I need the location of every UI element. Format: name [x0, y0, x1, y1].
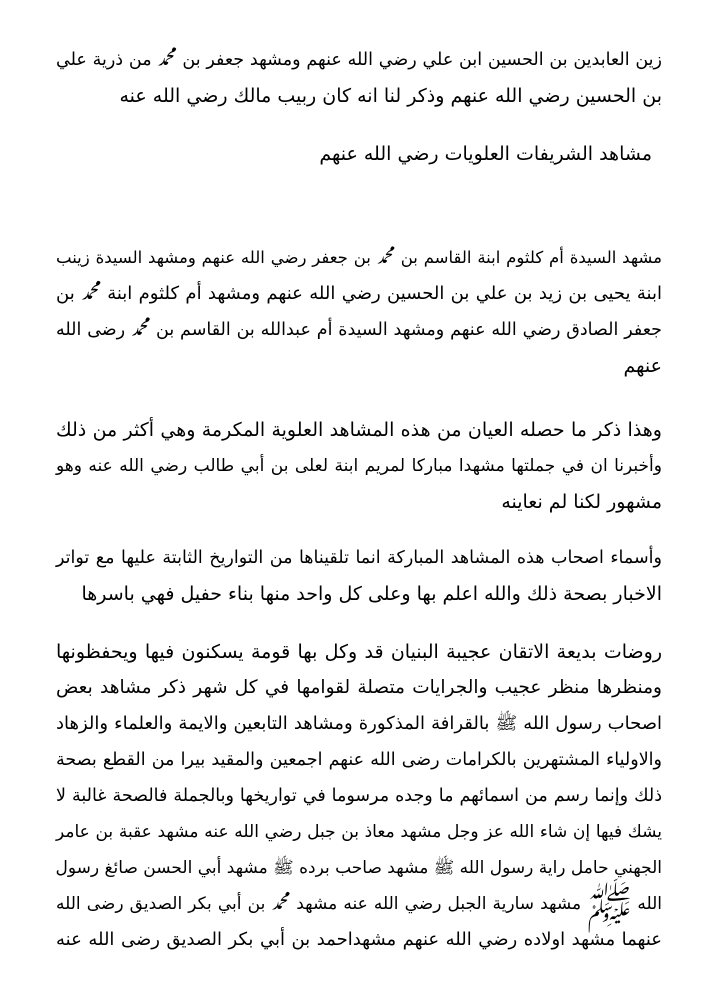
text-line: والاولياء المشتهرين بالكرامات رضى الله عنهم اجمعين والمقيد بيرا من القطع بصحة [56, 750, 662, 770]
text-line: وأسماء اصحاب هذه المشاهد المباركة انما تلقيناها من التواريخ الثابتة عليها مع تواتر [56, 548, 662, 568]
paragraph-1 [56, 42, 662, 114]
text-line: عنهما مشهد اولاده رضي الله عنهم مشهداحمد بن أبي بكر الصديق رضى الله عنه [56, 929, 662, 950]
text-line: ومنظرها منظر عجيب والجرايات متصلة لقوامها في كل شهر ذكر مشاهد بعض [56, 677, 662, 698]
text-line: مشهور لكنا لم نعاينه [501, 491, 662, 513]
section-heading: مشاهد الشريفات العلويات رضي الله عنهم [319, 143, 652, 165]
text-line: ابنة يحيى بن زيد بن علي بن الحسين رضي الله عنهم ومشهد أم كلثوم ابنة ﷴ بن [56, 283, 662, 304]
text-line: اصحاب رسول الله ﷺ بالقرافة المذكورة ومشاهد التابعين والايمة والعلماء والزهاد [56, 713, 662, 734]
text-line: الاخبار بصحة ذلك والله اعلم بها وعلى كل واحد منها بناء حفيل فهي باسرها [81, 583, 662, 605]
paragraph-2 [56, 240, 662, 384]
text-line: ذلك وإنما رسم من اسمائهم ما وجده مرسوما في تواريخها وبالجملة فالصحة غالبة لا [56, 786, 662, 806]
text-line: يشك فيها إن شاء الله عز وجل مشهد معاذ بن جبل رضي الله عنه مشهد عقبة بن عامر [56, 822, 662, 842]
text-line: الله ﷺ مشهد سارية الجبل رضي الله عنه مشهد ﷴ بن أبي بكر الصديق رضى الله [56, 894, 662, 914]
text-line: الجهني حامل راية رسول الله ﷺ مشهد صاحب برده ﷺ مشهد أبي الحسن صائغ رسول [55, 858, 662, 878]
text-line: مشهد السيدة أم كلثوم ابنة القاسم بن ﷴ بن جعفر رضي الله عنهم ومشهد السيدة زينب [56, 248, 662, 267]
text-line: عنهم [623, 355, 662, 377]
paragraph-4 [56, 540, 662, 612]
text-line: روضات بديعة الاتقان عجيبة البنيان قد وكل بها قومة يسكنون فيها ويحفظونها [56, 641, 662, 663]
text-line: جعفر الصادق رضي الله عنهم ومشهد السيدة أم عبدالله بن القاسم بن ﷴ رضى الله [56, 320, 662, 340]
text-line: بن الحسين رضي الله عنهم وذكر لنا انه كان ربيب مالك رضي الله عنه [119, 85, 662, 107]
text-line: وأخبرنا ان في جملتها مشهدا مباركا لمريم ابنة لعلى بن أبي طالب رضي الله عنه وهو [56, 456, 662, 476]
text-line: زين العابدين بن الحسين ابن علي رضي الله عنهم ومشهد جعفر بن ﷴ من ذرية علي [56, 50, 662, 70]
paragraph-3 [56, 412, 662, 520]
paragraph-5 [56, 634, 662, 958]
text-line: وهذا ذكر ما حصله العيان من هذه المشاهد العلوية المكرمة وهي أكثر من ذلك [56, 419, 662, 441]
